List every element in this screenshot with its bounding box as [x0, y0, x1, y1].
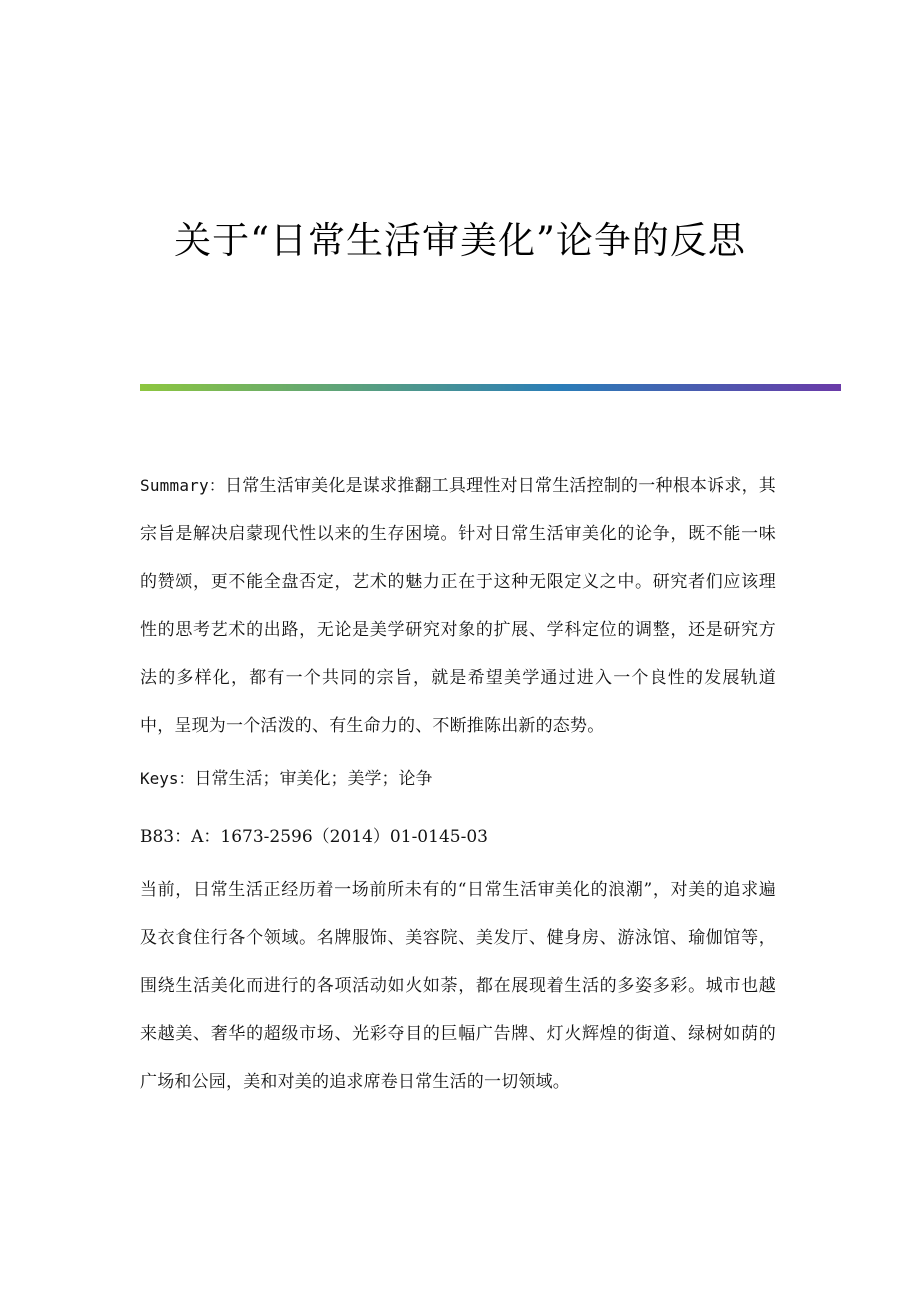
body-paragraph: 当前，日常生活正经历着一场前所未有的“日常生活审美化的浪潮”，对美的追求遍及衣食住行各个领域。名牌服饰、美容院、美发厅、健身房、游泳馆、瑜伽馆等，围绕生活美化而进行的各项活动如火如荼，都在展现着生活的多姿多彩。城市也越来越美、奢华的超级市场、光彩夺目的巨幅广告牌、灯火辉煌的街道、绿树如荫的广场和公园，美和对美的追求席卷日常生活的一切领域。 — [140, 880, 776, 1092]
classification-line: B83：A：1673-2596（2014）01-0145-03 — [140, 827, 488, 847]
document-title: 关于“日常生活审美化”论争的反思 — [174, 219, 746, 262]
gradient-divider — [140, 384, 841, 391]
document-body — [140, 462, 776, 1106]
summary-paragraph — [140, 462, 776, 750]
keys-text: 日常生活；审美化；美学；论争 — [194, 769, 433, 789]
keys-label: Keys ： — [140, 769, 195, 788]
summary-label: Summary ： — [140, 476, 225, 495]
keywords-line — [140, 750, 776, 808]
summary-text: 日常生活审美化是谋求推翻工具理性对日常生活控制的一种根本诉求，其宗旨是解决启蒙现代性以来的生存困境。针对日常生活审美化的论争，既不能一味的赞颂，更不能全盘否定，艺术的魅力正在于这种无限定义之中。研究者们应该理性的思考艺术的出路，无论是美学研究对象的扩展、学科定位的调整，还是研究方法的多样化，都有一个共同的宗旨，就是希望美学通过进入一个良性的发展轨道中，呈现为一个活泼的、有生命力的、不断推陈出新的态势。 — [140, 476, 776, 736]
